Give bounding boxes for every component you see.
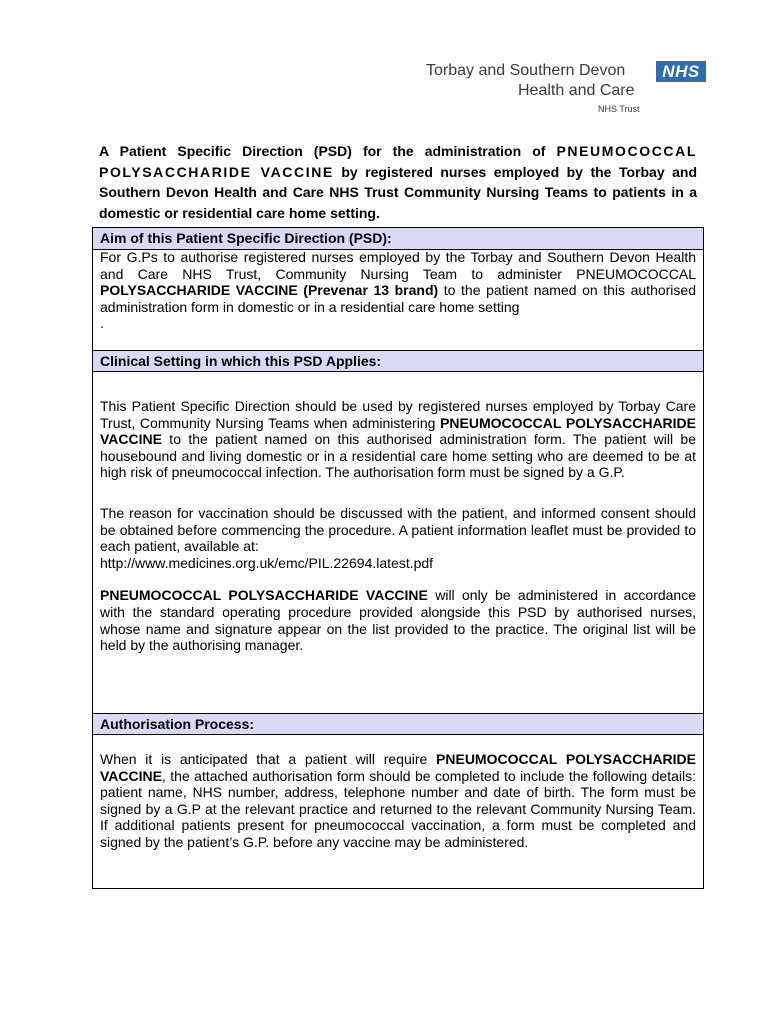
aim-text-1: For G.Ps to authorise registered nurses employed by the Torbay and Southern Devon Health and Care NHS Trust, Community Nursing Team to administer PNEUMOCOCCAL [100, 249, 696, 282]
clinical-text-2: to the patient named on this authorised administration form. The patient will be housebound and living domestic or in a residential care home setting who are deemed to be at high risk of pneumococcal infection. The authorisation form must be signed by a G.P. [100, 431, 696, 481]
clinical-body [93, 398, 703, 654]
aim-text-2: to the patient named on this authorised administration form in domestic or in a residential care home setting [100, 282, 696, 315]
clinical-body-row [92, 371, 704, 714]
clinical-heading-row [92, 350, 704, 372]
aim-heading: Aim of this Patient Specific Direction (PSD): [100, 230, 392, 246]
auth-text-1: When it is anticipated that a patient will require [100, 751, 437, 767]
auth-paragraph [100, 751, 696, 851]
title-text-2: by registered nurses employed by the Torbay and Southern Devon Health and Care NHS Trust Community Nursing Teams to patients in a domestic or residential care home setting. [99, 163, 697, 221]
auth-body [93, 751, 703, 851]
logo-line-3: NHS Trust [598, 104, 640, 114]
aim-dot: . [100, 315, 104, 332]
clinical-paragraph-3 [100, 587, 696, 653]
auth-body-row [92, 734, 704, 889]
auth-heading-row [92, 713, 704, 735]
title-drug-2: POLYSACCHARIDE VACCINE [99, 163, 334, 180]
title-drug-1: PNEUMOCOCCAL [556, 143, 697, 159]
logo-line-2: Health and Care [518, 82, 635, 99]
nhs-badge: NHS [656, 61, 706, 82]
clinical-paragraph-1 [100, 398, 696, 481]
clinical-text-bold: PNEUMOCOCCAL POLYSACCHARIDE VACCINE [100, 414, 697, 448]
aim-heading-row [92, 227, 704, 250]
clinical-p3-bold: PNEUMOCOCCAL POLYSACCHARIDE VACCINE [100, 587, 428, 604]
auth-text-bold: PNEUMOCOCCAL POLYSACCHARIDE VACCINE [100, 751, 696, 784]
aim-body-row [92, 249, 704, 351]
clinical-p3-text: will only be administered in accordance with the standard operating procedure provided alongside this PSD by authorised nurses, whose name and signature appear on the list provided to the practice. The original list will be held by the authorising manager. [100, 587, 696, 654]
aim-body [93, 249, 703, 332]
trust-logo [426, 58, 710, 120]
auth-text-2: , the attached authorisation form should be completed to include the following details: patient name, NHS number, address, telephone number and date of birth. The form must be signed by a G.P at the relevant practice and returned to the relevant Community Nursing Team. If additional patients present for pneumococcal vaccination, a form must be completed and signed by the patient’s G.P. before any vaccine may be administered. [100, 767, 696, 850]
auth-heading: Authorisation Process: [100, 716, 255, 732]
title-text-1: A Patient Specific Direction (PSD) for the administration of [99, 143, 557, 159]
document-title [99, 141, 697, 223]
clinical-heading: Clinical Setting in which this PSD Applies: [100, 353, 382, 369]
logo-line-1: Torbay and Southern Devon [426, 62, 626, 79]
clinical-text-1: This Patient Specific Direction should be used by registered nurses employed by Torbay Care Trust, Community Nursing Teams when administering [100, 398, 696, 431]
aim-text-bold: POLYSACCHARIDE VACCINE (Prevenar 13 brand) [100, 282, 439, 299]
leaflet-link[interactable]: http://www.medicines.org.uk/emc/PIL.22694.latest.pdf [100, 554, 434, 571]
clinical-paragraph-2: The reason for vaccination should be discussed with the patient, and informed consent should be obtained before commencing the procedure. A patient information leaflet must be provided to each patient, available at: [100, 504, 696, 555]
